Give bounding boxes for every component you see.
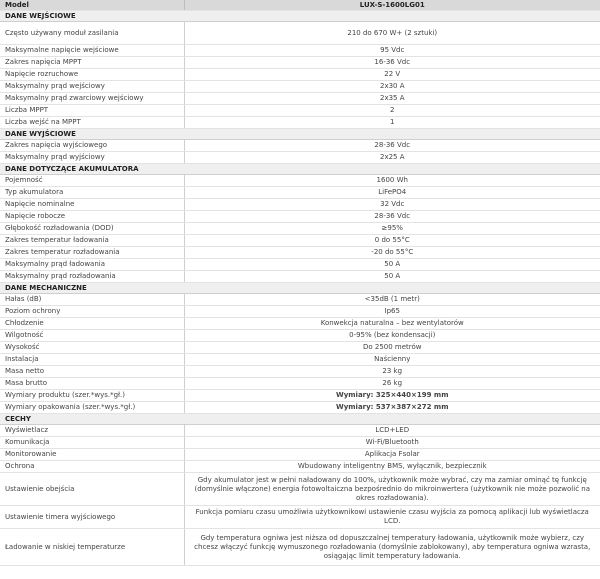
spec-value: 26 kg bbox=[184, 378, 600, 390]
spec-value: -20 do 55°C bbox=[184, 247, 600, 259]
spec-label: Ładowanie w niskiej temperaturze bbox=[0, 529, 184, 566]
spec-row bbox=[0, 342, 600, 354]
spec-row bbox=[0, 45, 600, 57]
section-title: DANE MECHANICZNE bbox=[0, 283, 600, 294]
spec-label: Poziom ochrony bbox=[0, 306, 184, 318]
spec-label: Wymiary produktu (szer.*wys.*gł.) bbox=[0, 390, 184, 402]
spec-value: 22 V bbox=[184, 69, 600, 81]
spec-value: 32 Vdc bbox=[184, 199, 600, 211]
spec-row bbox=[0, 425, 600, 437]
spec-value: Ip65 bbox=[184, 306, 600, 318]
header-model-value: LUX-S-1600LG01 bbox=[184, 0, 600, 11]
spec-label: Napięcie rozruchowe bbox=[0, 69, 184, 81]
spec-label: Monitorowanie bbox=[0, 449, 184, 461]
section-header-row bbox=[0, 11, 600, 22]
spec-label: Zakres temperatur ładowania bbox=[0, 235, 184, 247]
spec-label: Wysokość bbox=[0, 342, 184, 354]
spec-value: ≥95% bbox=[184, 223, 600, 235]
spec-row bbox=[0, 199, 600, 211]
spec-row bbox=[0, 57, 600, 69]
spec-row bbox=[0, 22, 600, 45]
spec-label: Zakres napięcia wyjściowego bbox=[0, 140, 184, 152]
section-header-row bbox=[0, 283, 600, 294]
spec-row bbox=[0, 81, 600, 93]
spec-value: Wi-Fi/Bluetooth bbox=[184, 437, 600, 449]
spec-row bbox=[0, 140, 600, 152]
spec-label: Maksymalne napięcie wejściowe bbox=[0, 45, 184, 57]
spec-value: Do 2500 metrów bbox=[184, 342, 600, 354]
spec-label: Pojemność bbox=[0, 175, 184, 187]
spec-value: Wbudowany inteligentny BMS, wyłącznik, bezpiecznik bbox=[184, 461, 600, 473]
spec-label: Masa netto bbox=[0, 366, 184, 378]
spec-value: Konwekcja naturalna – bez wentylatorów bbox=[184, 318, 600, 330]
spec-value: Gdy akumulator jest w pełni naładowany do 100%, użytkownik może wybrać, czy ma zamiar ominąć tę funkcję (domyślnie włączone) energia fotowoltaiczna bezpośrednio do mikroinwertera (użytkownik nie może pozwolić na okres rozładowania). bbox=[184, 473, 600, 506]
spec-row bbox=[0, 529, 600, 566]
spec-row bbox=[0, 259, 600, 271]
spec-value: Aplikacja Fsolar bbox=[184, 449, 600, 461]
spec-label: Zakres temperatur rozładowania bbox=[0, 247, 184, 259]
spec-row bbox=[0, 354, 600, 366]
spec-row bbox=[0, 187, 600, 199]
spec-row bbox=[0, 69, 600, 81]
spec-row bbox=[0, 152, 600, 164]
spec-row bbox=[0, 378, 600, 390]
spec-label: Ustawienie timera wyjściowego bbox=[0, 506, 184, 529]
spec-row bbox=[0, 402, 600, 414]
spec-label: Zakres napięcia MPPT bbox=[0, 57, 184, 69]
spec-label: Chłodzenie bbox=[0, 318, 184, 330]
spec-value: 0 do 55°C bbox=[184, 235, 600, 247]
spec-value: Naścienny bbox=[184, 354, 600, 366]
spec-label: Napięcie robocze bbox=[0, 211, 184, 223]
section-title: CECHY bbox=[0, 414, 600, 425]
spec-label: Ustawienie obejścia bbox=[0, 473, 184, 506]
spec-value: Funkcja pomiaru czasu umożliwia użytkownikowi ustawienie czasu wyjścia za pomocą aplikacji lub wyświetlacza LCD. bbox=[184, 506, 600, 529]
spec-value: Wymiary: 537×387×272 mm bbox=[184, 402, 600, 414]
spec-row bbox=[0, 93, 600, 105]
spec-row bbox=[0, 271, 600, 283]
spec-label: Instalacja bbox=[0, 354, 184, 366]
spec-value: LCD+LED bbox=[184, 425, 600, 437]
spec-row bbox=[0, 175, 600, 187]
section-title: DANE WYJŚCIOWE bbox=[0, 129, 600, 140]
spec-row bbox=[0, 211, 600, 223]
spec-row bbox=[0, 223, 600, 235]
spec-row bbox=[0, 105, 600, 117]
spec-value: 2 bbox=[184, 105, 600, 117]
spec-value: 2x35 A bbox=[184, 93, 600, 105]
spec-value: 210 do 670 W+ (2 sztuki) bbox=[184, 22, 600, 45]
spec-value: Wymiary: 325×440×199 mm bbox=[184, 390, 600, 402]
section-header-row bbox=[0, 164, 600, 175]
spec-value: Gdy temperatura ogniwa jest niższa od dopuszczalnej temperatury ładowania, użytkownik może wybierz, czy chcesz włączyć funkcję wymuszonego rozładowania (domyślnie zablokowany), aby temperatura ogniwa wzrasta, osiągając limit temperatury ładowania. bbox=[184, 529, 600, 566]
spec-label: Komunikacja bbox=[0, 437, 184, 449]
spec-label: Liczba MPPT bbox=[0, 105, 184, 117]
spec-label: Maksymalny prąd wejściowy bbox=[0, 81, 184, 93]
spec-label: Liczba wejść na MPPT bbox=[0, 117, 184, 129]
spec-row bbox=[0, 247, 600, 259]
spec-row bbox=[0, 390, 600, 402]
section-title: DANE DOTYCZĄCE AKUMULATORA bbox=[0, 164, 600, 175]
spec-row bbox=[0, 449, 600, 461]
spec-row bbox=[0, 461, 600, 473]
spec-label: Wymiary opakowania (szer.*wys.*gł.) bbox=[0, 402, 184, 414]
spec-label: Typ akumulatora bbox=[0, 187, 184, 199]
spec-value: <35dB (1 metr) bbox=[184, 294, 600, 306]
spec-label: Hałas (dB) bbox=[0, 294, 184, 306]
spec-row bbox=[0, 294, 600, 306]
spec-value: 95 Vdc bbox=[184, 45, 600, 57]
spec-value: 28-36 Vdc bbox=[184, 211, 600, 223]
spec-value: 0-95% (bez kondensacji) bbox=[184, 330, 600, 342]
spec-label: Maksymalny prąd ładowania bbox=[0, 259, 184, 271]
spec-value: 28-36 Vdc bbox=[184, 140, 600, 152]
spec-label: Często używany moduł zasilania bbox=[0, 22, 184, 45]
spec-label: Maksymalny prąd zwarciowy wejściowy bbox=[0, 93, 184, 105]
section-header-row bbox=[0, 129, 600, 140]
spec-value: 2x25 A bbox=[184, 152, 600, 164]
spec-row bbox=[0, 330, 600, 342]
spec-row bbox=[0, 318, 600, 330]
spec-row bbox=[0, 437, 600, 449]
spec-row bbox=[0, 506, 600, 529]
spec-label: Głębokość rozładowania (DOD) bbox=[0, 223, 184, 235]
header-label: Model bbox=[0, 0, 184, 11]
section-title: DANE WEJŚCIOWE bbox=[0, 11, 600, 22]
spec-label: Ochrona bbox=[0, 461, 184, 473]
spec-value: 1 bbox=[184, 117, 600, 129]
table-header-row bbox=[0, 0, 600, 11]
section-header-row bbox=[0, 414, 600, 425]
spec-value: 50 A bbox=[184, 259, 600, 271]
spec-label: Wyświetlacz bbox=[0, 425, 184, 437]
spec-label: Wilgotność bbox=[0, 330, 184, 342]
spec-label: Maksymalny prąd rozładowania bbox=[0, 271, 184, 283]
spec-value: 23 kg bbox=[184, 366, 600, 378]
spec-value: LiFePO4 bbox=[184, 187, 600, 199]
spec-value: 1600 Wh bbox=[184, 175, 600, 187]
spec-label: Maksymalny prąd wyjściowy bbox=[0, 152, 184, 164]
spec-value: 16-36 Vdc bbox=[184, 57, 600, 69]
spec-label: Masa brutto bbox=[0, 378, 184, 390]
spec-value: 2x30 A bbox=[184, 81, 600, 93]
spec-row bbox=[0, 117, 600, 129]
spec-row bbox=[0, 473, 600, 506]
spec-row bbox=[0, 366, 600, 378]
spec-label: Napięcie nominalne bbox=[0, 199, 184, 211]
spec-row bbox=[0, 235, 600, 247]
spec-value: 50 A bbox=[184, 271, 600, 283]
spec-row bbox=[0, 306, 600, 318]
